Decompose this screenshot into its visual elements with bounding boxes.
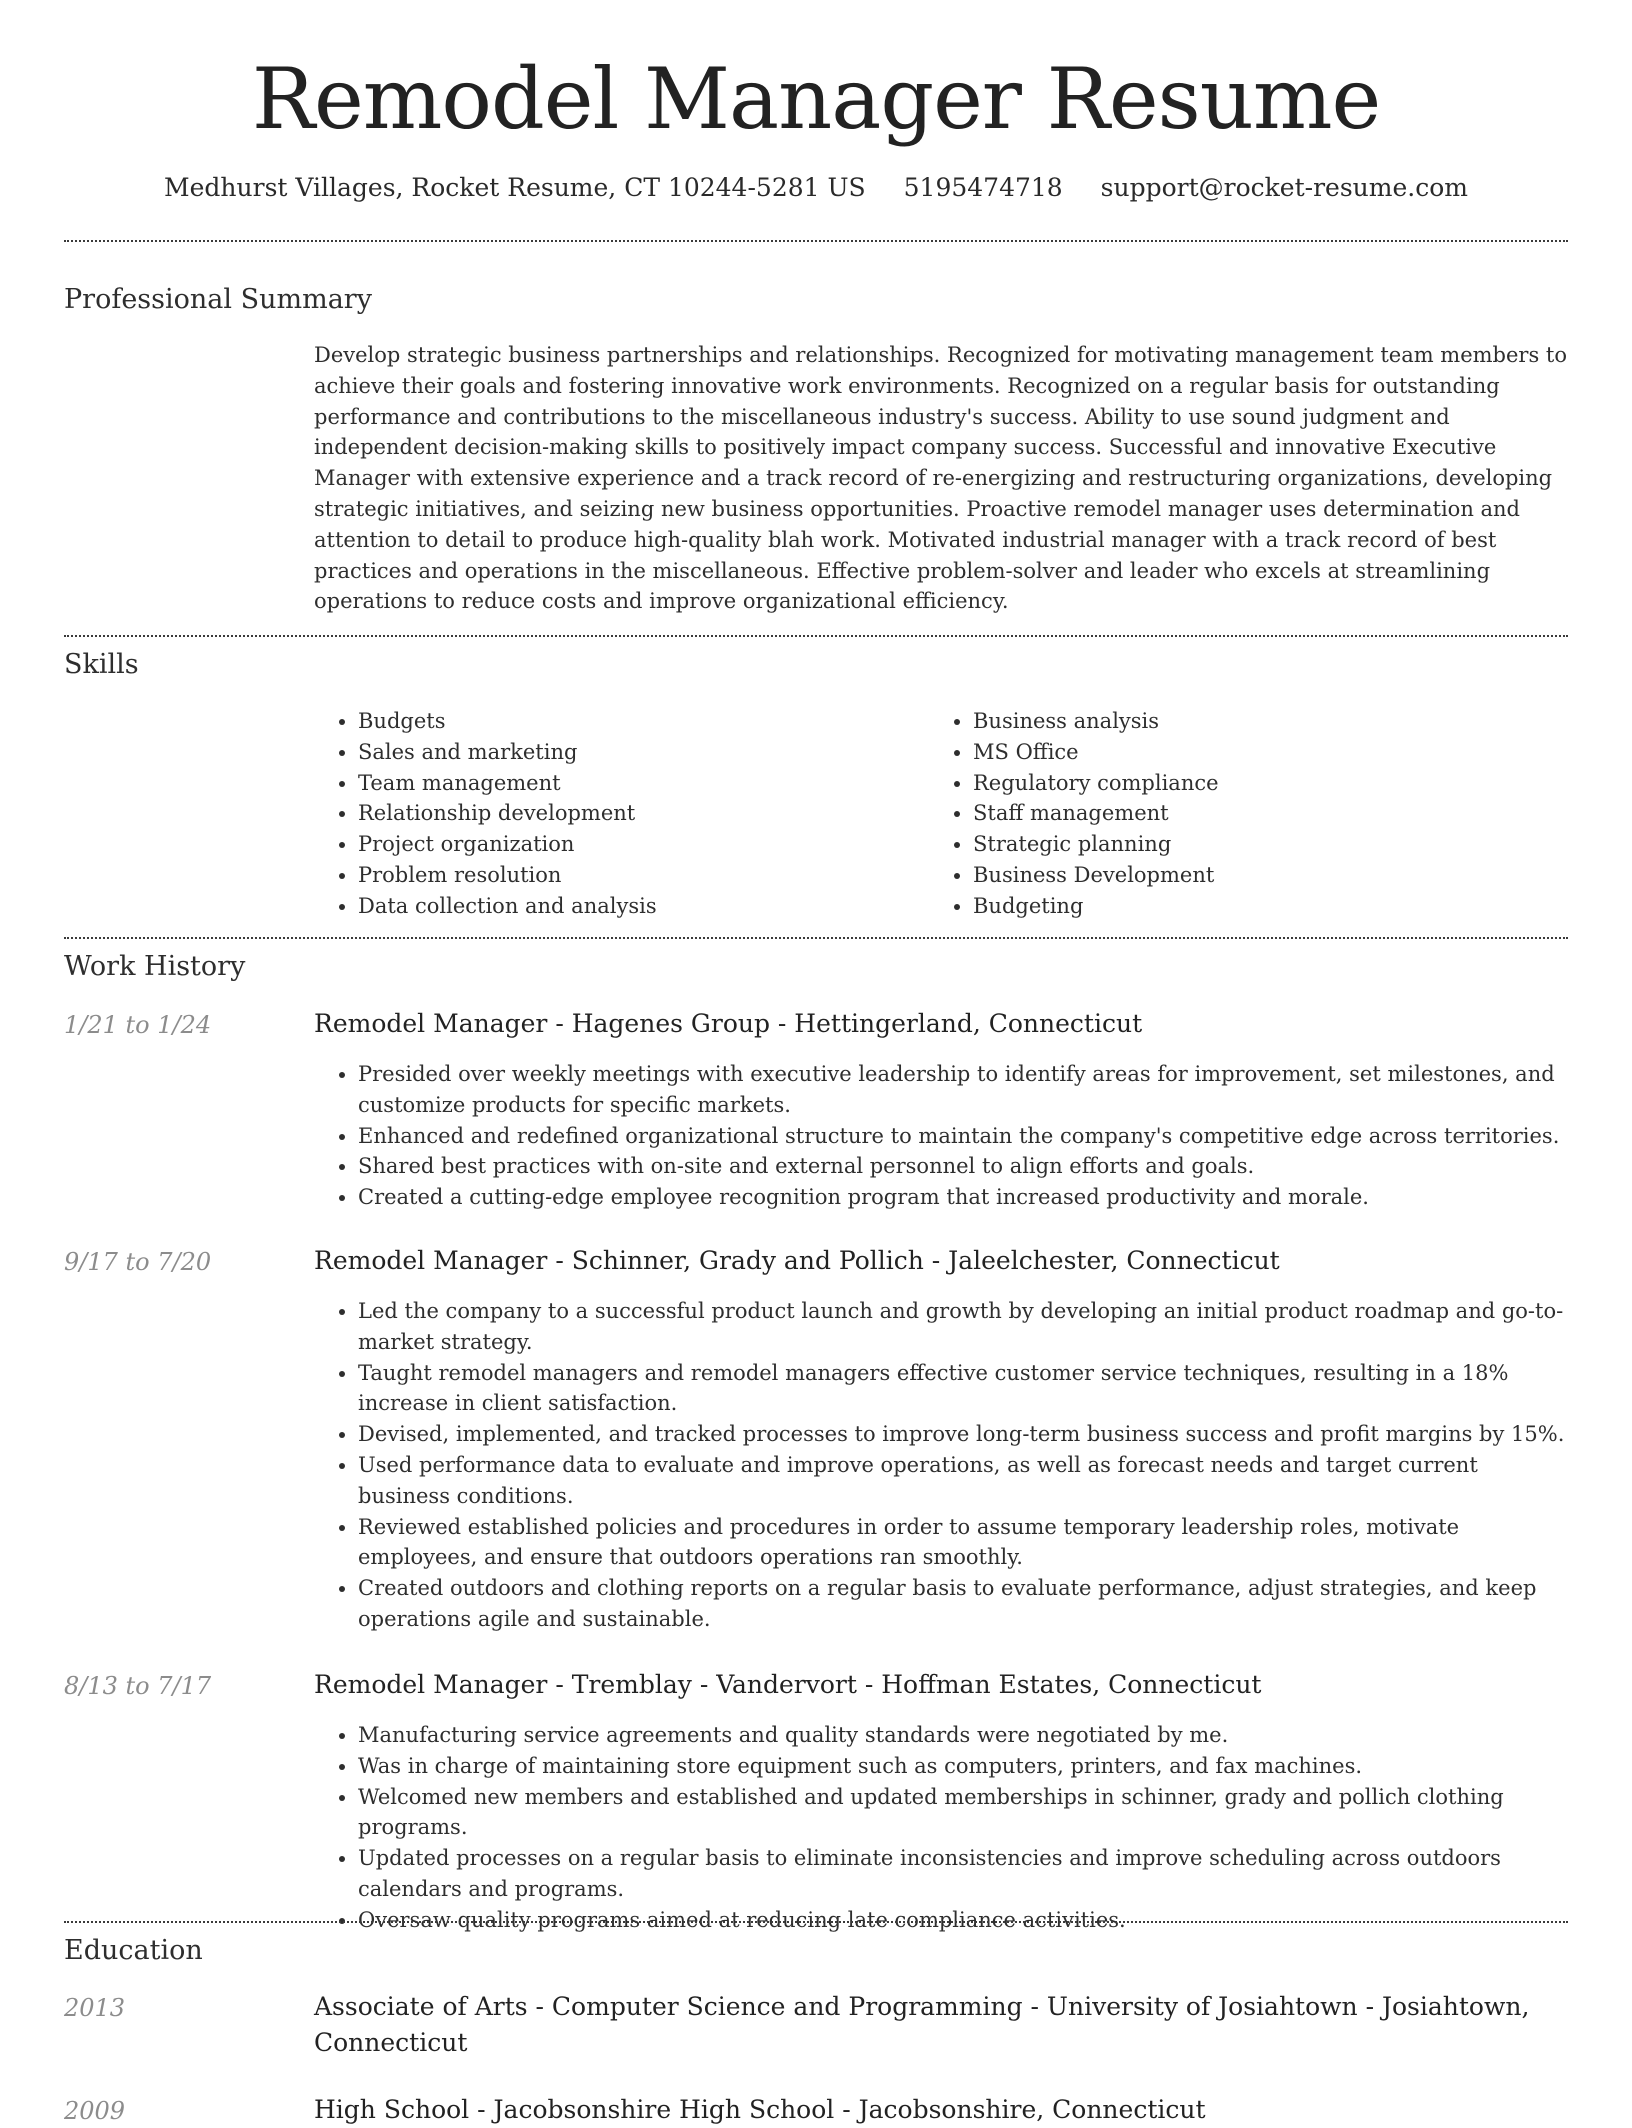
job-bullet: • Enhanced and redefined organizational structure to maintain the company's competitive edge across territories. <box>358 1121 1570 1152</box>
job-bullet: • Created a cutting-edge employee recognition program that increased productivity and morale. <box>358 1182 1570 1213</box>
section-divider <box>64 1921 1568 1923</box>
skills-column-right <box>929 706 1489 922</box>
skill-item: • Strategic planning <box>973 829 1489 860</box>
job-bullet: • Reviewed established policies and procedures in order to assume temporary leadership roles, motivate employees, and ensure that outdoors operations ran smoothly. <box>358 1512 1570 1574</box>
job-bullets <box>314 1296 1570 1635</box>
job-title: Remodel Manager - Schinner, Grady and Pollich - Jaleelchester, Connecticut <box>314 1246 1280 1275</box>
contact-email[interactable]: support@rocket-resume.com <box>1100 173 1468 202</box>
job-bullets <box>314 1720 1570 1936</box>
skill-item: • Team management <box>358 768 874 799</box>
job-bullet: • Was in charge of maintaining store equipment such as computers, printers, and fax machines. <box>358 1751 1570 1782</box>
skill-item: • Project organization <box>358 829 874 860</box>
education-year: 2013 <box>64 1994 126 2022</box>
contact-line <box>0 168 1632 208</box>
skill-item: • MS Office <box>973 737 1489 768</box>
education-heading: Education <box>64 1935 203 1966</box>
job-bullet: • Oversaw quality programs aimed at reducing late compliance activities. <box>358 1905 1570 1936</box>
job-dates: 9/17 to 7/20 <box>64 1248 212 1276</box>
section-divider <box>64 937 1568 939</box>
job-bullet: • Led the company to a successful product launch and growth by developing an initial product roadmap and go-to-market strategy. <box>358 1296 1570 1358</box>
contact-address: Medhurst Villages, Rocket Resume, CT 10244-5281 US <box>164 173 866 202</box>
skill-item: • Regulatory compliance <box>973 768 1489 799</box>
job-title: Remodel Manager - Tremblay - Vandervort - Hoffman Estates, Connecticut <box>314 1670 1262 1699</box>
job-bullet: • Created outdoors and clothing reports on a regular basis to evaluate performance, adjust strategies, and keep operations agile and sustainable. <box>358 1573 1570 1635</box>
summary-heading: Professional Summary <box>64 284 372 315</box>
section-divider <box>64 635 1568 637</box>
job-bullet: • Updated processes on a regular basis to eliminate inconsistencies and improve scheduling across outdoors calendars and programs. <box>358 1843 1570 1905</box>
skill-item: • Budgets <box>358 706 874 737</box>
job-bullet: • Taught remodel managers and remodel managers effective customer service techniques, resulting in a 18% increase in client satisfaction. <box>358 1358 1570 1420</box>
skill-item: • Business analysis <box>973 706 1489 737</box>
job-dates: 1/21 to 1/24 <box>64 1011 212 1039</box>
job-title: Remodel Manager - Hagenes Group - Hettingerland, Connecticut <box>314 1009 1143 1038</box>
skill-item: • Staff management <box>973 798 1489 829</box>
skill-item: • Data collection and analysis <box>358 891 874 922</box>
education-year: 2009 <box>64 2097 126 2125</box>
job-bullet: • Welcomed new members and established and updated memberships in schinner, grady and pollich clothing programs. <box>358 1782 1570 1844</box>
page-title: Remodel Manager Resume <box>251 50 1381 148</box>
skill-item: • Problem resolution <box>358 860 874 891</box>
job-bullet: • Devised, implemented, and tracked processes to improve long-term business success and profit margins by 15%. <box>358 1419 1570 1450</box>
education-title: Associate of Arts - Computer Science and Programming - University of Josiahtown - Josiahtown, Connecticut <box>314 1992 1530 2057</box>
job-bullet: • Shared best practices with on-site and external personnel to align efforts and goals. <box>358 1151 1570 1182</box>
job-bullet: • Presided over weekly meetings with executive leadership to identify areas for improvement, set milestones, and customize products for specific markets. <box>358 1059 1570 1121</box>
job-dates: 8/13 to 7/17 <box>64 1672 212 1700</box>
job-bullet: • Manufacturing service agreements and quality standards were negotiated by me. <box>358 1720 1570 1751</box>
job-bullet: • Used performance data to evaluate and improve operations, as well as forecast needs and target current business conditions. <box>358 1450 1570 1512</box>
job-bullets <box>314 1059 1570 1213</box>
section-divider <box>64 240 1568 242</box>
skills-column-left <box>314 706 874 922</box>
contact-phone: 5195474718 <box>903 173 1063 202</box>
work-heading: Work History <box>64 951 246 982</box>
summary-text: Develop strategic business partnerships and relationships. Recognized for motivating management team members to achieve their goals and fostering innovative work environments. Recognized on a regular basis for outstanding performance and contributions to the miscellaneous industry's success. Ability to use sound judgment and independent decision-making skills to positively impact company success. Successful and innovative Executive Manager with extensive experience and a track record of re-energizing and restructuring organizations, developing strategic initiatives, and seizing new business opportunities. Proactive remodel manager uses determination and attention to detail to produce high-quality blah work. Motivated industrial manager with a track record of best practices and operations in the miscellaneous. Effective problem-solver and leader who excels at streamlining operations to reduce costs and improve organizational efficiency. <box>314 343 1567 614</box>
skills-heading: Skills <box>64 649 139 680</box>
education-title: High School - Jacobsonshire High School - Jacobsonshire, Connecticut <box>314 2095 1206 2124</box>
skill-item: • Relationship development <box>358 798 874 829</box>
skill-item: • Sales and marketing <box>358 737 874 768</box>
skill-item: • Business Development <box>973 860 1489 891</box>
skill-item: • Budgeting <box>973 891 1489 922</box>
